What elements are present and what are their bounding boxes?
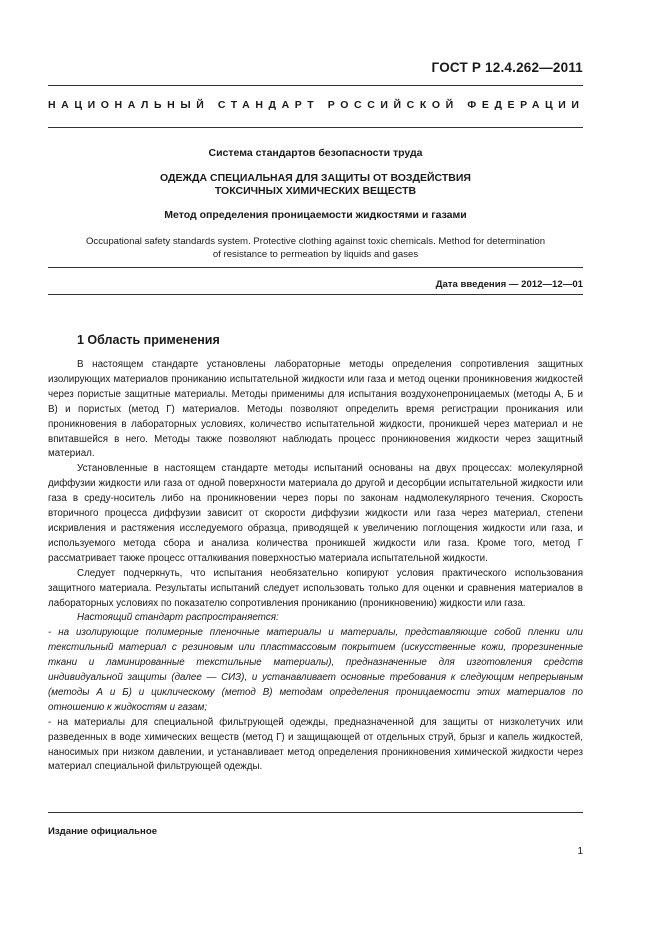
section-title: 1 Область применения bbox=[77, 333, 220, 347]
date-divider bbox=[48, 294, 583, 295]
paragraph-2: Установленные в настоящем стандарте методы испытаний основаны на двух процессах: молекулярной диффузии жидкости или газа от одной поверхности материала до другой и десорбции испытательной жидкости или газа в среду-носитель либо на проникновении через поры по законам надмолекулярного течения. Скорость вторичного процесса диффузии зависит от скорости диффузии жидкости или газа через материал, степени искривления и растяжения исследуемого образца, приводящей к увеличению поглощения жидкости или газа, и используемого метода сбора и анализа количества проникшей жидкости или газа. Кроме того, метод Г рассматривает также процесс отталкивания поверхностью материала испытательной жидкости. bbox=[48, 463, 583, 564]
introduction-date: Дата введения — 2012—12—01 bbox=[435, 279, 583, 290]
gost-number: ГОСТ Р 12.4.262—2011 bbox=[431, 60, 583, 75]
page-number: 1 bbox=[577, 846, 583, 857]
official-edition: Издание официальное bbox=[48, 826, 158, 837]
english-title bbox=[48, 236, 583, 261]
heading-divider bbox=[48, 127, 583, 128]
main-title-line-2: ТОКСИЧНЫХ ХИМИЧЕСКИХ ВЕЩЕСТВ bbox=[214, 185, 417, 197]
footer-divider bbox=[48, 812, 583, 813]
top-divider bbox=[48, 85, 583, 86]
main-title-line-1: ОДЕЖДА СПЕЦИАЛЬНАЯ ДЛЯ ЗАЩИТЫ ОТ ВОЗДЕЙСТВИЯ bbox=[160, 172, 471, 184]
method-title: Метод определения проницаемости жидкостями и газами bbox=[164, 209, 467, 221]
scope-item-2: - на материалы для специальной фильтрующей одежды, предназначенной для защиты от низколетучих или разведенных в воде химических веществ (метод Г) и защищающей от отдельных струй, брызг и капель жидкостей, наносимых при низком давлении, и устанавливает метод определения проникновения химической жидкости через материал специальной фильтрующей одежды. bbox=[48, 716, 583, 773]
english-title-line-2: of resistance to permeation by liquids and gases bbox=[212, 248, 419, 260]
title-divider bbox=[48, 267, 583, 268]
scope-item-1: - на изолирующие полимерные пленочные материалы и материалы, представляющие собой пленки или текстильный материал с резиновым или пластмассовым покрытием (искусственные кожи, прорезиненные ткани и ламинированные текстильные материалы), предназначенные для изготовления средств индивидуальной защиты (далее — СИЗ), и устанавливает основные требования к следующим непрерывным (методы А и Б) и циклическому (метод В) методам определения проницаемости этих материалов по отношению к жидкостям и газам; bbox=[48, 627, 583, 713]
paragraph-3: Следует подчеркнуть, что испытания необязательно копируют условия практического использования защитного материала. Результаты испытаний следует использовать только для оценки и сравнения материалов в лабораторных условиях по показателю сопротивления прониканию (проникновению) жидкости или газа. bbox=[48, 567, 583, 609]
scope-intro: Настоящий стандарт распространяется: bbox=[77, 612, 279, 624]
section-body bbox=[48, 358, 583, 775]
system-title: Система стандартов безопасности труда bbox=[208, 147, 423, 159]
main-title bbox=[48, 172, 583, 198]
national-standard-heading: НАЦИОНАЛЬНЫЙ СТАНДАРТ РОССИЙСКОЙ ФЕДЕРАЦИИ bbox=[48, 99, 585, 111]
paragraph-1: В настоящем стандарте установлены лабораторные методы определения сопротивления защитных изолирующих материалов прониканию испытательной жидкости или газа и метод оценки проникновения жидкостей через пористые защитные материалы. Методы применимы для испытания воздухонепроницаемых (методы А, Б и В) и пористых (метод Г) материалов. Методы позволяют определить время регистрации проникания или проникновения в лабораторных условиях, количество испытательной жидкости, проникшей через материал и не впитавшейся в него. Методы также позволяют наблюдать процесс проникновения жидкости через защитный материал. bbox=[48, 359, 583, 460]
english-title-line-1: Occupational safety standards system. Protective clothing against toxic chemicals. Method for determination bbox=[85, 236, 546, 247]
